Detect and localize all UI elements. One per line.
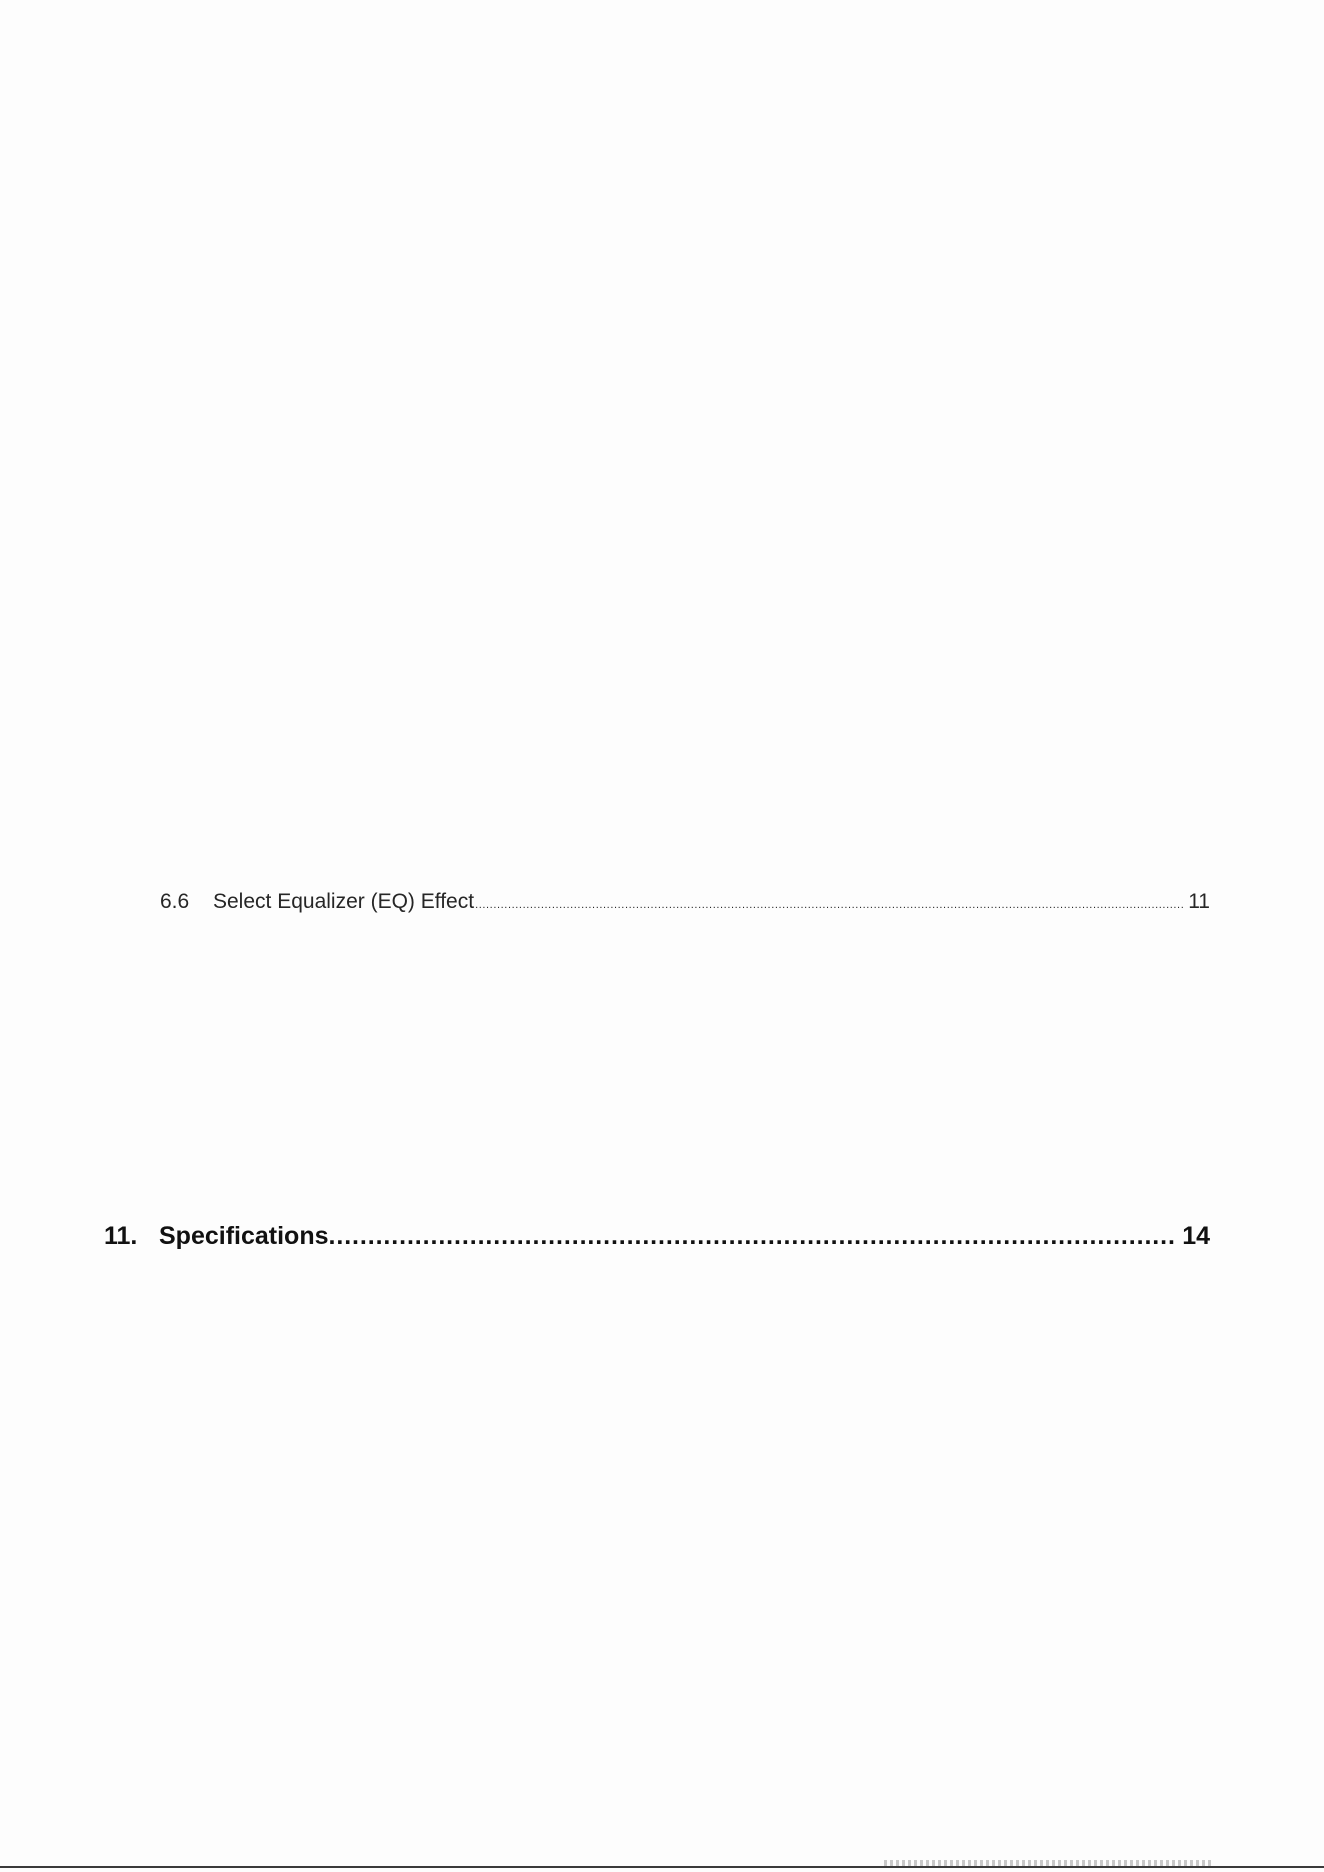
footer-rule: [0, 1866, 1324, 1868]
toc-entry-6-6[interactable]: [160, 889, 1210, 918]
toc-dot-leader: [329, 1220, 1178, 1252]
toc-entry-11[interactable]: [104, 1220, 1210, 1252]
toc-entry-page-number: 14: [1182, 1222, 1210, 1250]
toc-entry-title: Select Equalizer (EQ) Effect: [213, 890, 475, 913]
toc-entry-title: Specifications: [159, 1222, 329, 1250]
toc-entry-number: 6.6: [160, 890, 190, 913]
toc-entry-number: 11.: [104, 1222, 138, 1250]
toc-entry-page-number: 11: [1188, 890, 1210, 913]
toc-dot-leader: [475, 892, 1185, 918]
